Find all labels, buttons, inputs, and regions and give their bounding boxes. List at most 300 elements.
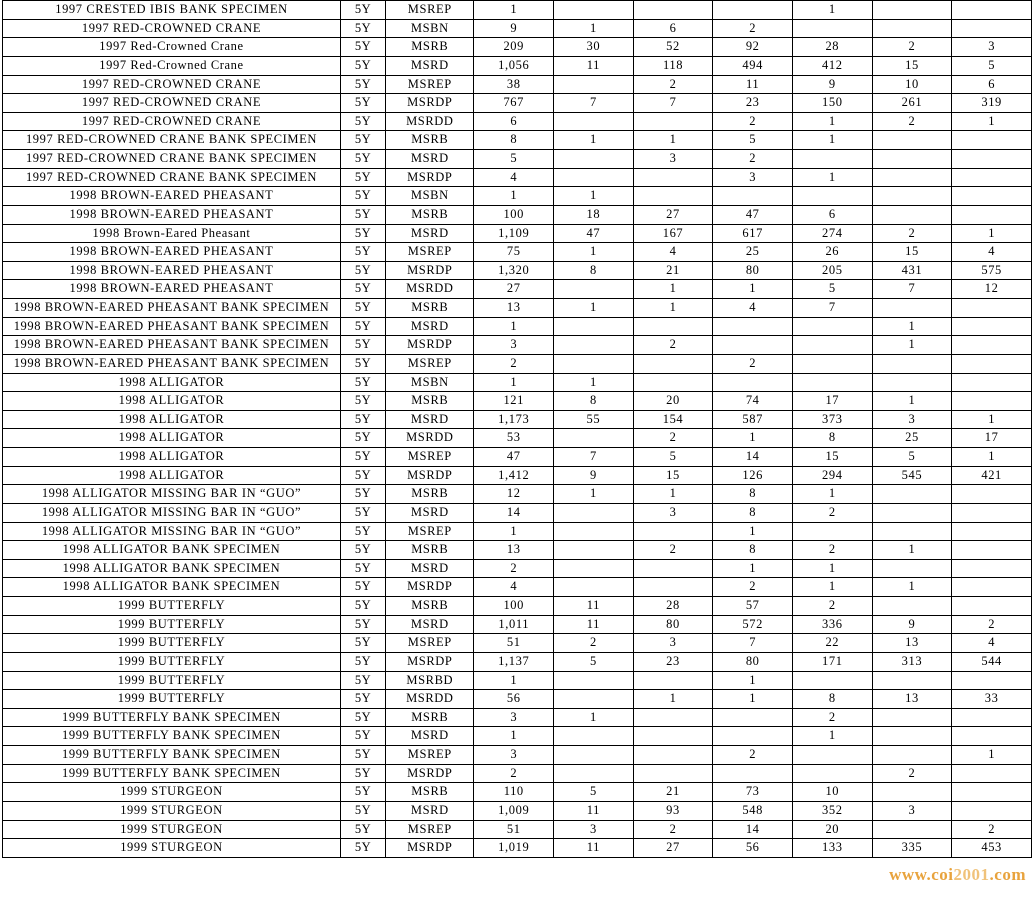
cell-v3: 2 — [633, 820, 713, 839]
table-row — [3, 243, 1032, 262]
cell-v1: 1 — [474, 671, 554, 690]
cell-v5: 28 — [792, 38, 872, 57]
cell-v3: 28 — [633, 597, 713, 616]
cell-v7 — [952, 764, 1032, 783]
cell-v4: 7 — [713, 634, 793, 653]
cell-v2 — [554, 317, 634, 336]
cell-v2: 1 — [554, 187, 634, 206]
cell-name: 1998 BROWN-EARED PHEASANT — [3, 205, 341, 224]
table-body — [3, 1, 1032, 858]
cell-v1: 1,412 — [474, 466, 554, 485]
cell-v7: 1 — [952, 112, 1032, 131]
cell-v5 — [792, 317, 872, 336]
cell-name: 1998 BROWN-EARED PHEASANT BANK SPECIMEN — [3, 299, 341, 318]
cell-name: 1998 BROWN-EARED PHEASANT BANK SPECIMEN — [3, 317, 341, 336]
cell-code: MSRDP — [386, 168, 474, 187]
cell-v3 — [633, 317, 713, 336]
cell-v2: 1 — [554, 708, 634, 727]
cell-grade: 5Y — [340, 578, 385, 597]
cell-code: MSRBD — [386, 671, 474, 690]
table-row — [3, 75, 1032, 94]
cell-v6 — [872, 820, 952, 839]
cell-name: 1997 RED-CROWNED CRANE — [3, 19, 341, 38]
cell-v2: 5 — [554, 783, 634, 802]
cell-v7: 4 — [952, 634, 1032, 653]
table-row — [3, 597, 1032, 616]
cell-name: 1997 RED-CROWNED CRANE — [3, 112, 341, 131]
cell-v6: 431 — [872, 261, 952, 280]
cell-name: 1998 ALLIGATOR — [3, 410, 341, 429]
cell-v7 — [952, 597, 1032, 616]
cell-v4: 1 — [713, 671, 793, 690]
table-row — [3, 168, 1032, 187]
cell-v1: 12 — [474, 485, 554, 504]
cell-v3: 3 — [633, 503, 713, 522]
cell-v1: 3 — [474, 746, 554, 765]
cell-v4: 1 — [713, 522, 793, 541]
cell-name: 1998 ALLIGATOR BANK SPECIMEN — [3, 578, 341, 597]
cell-v6: 15 — [872, 243, 952, 262]
cell-v4: 92 — [713, 38, 793, 57]
cell-grade: 5Y — [340, 615, 385, 634]
cell-v3: 2 — [633, 429, 713, 448]
cell-v5: 294 — [792, 466, 872, 485]
cell-v1: 1,109 — [474, 224, 554, 243]
cell-v4: 572 — [713, 615, 793, 634]
cell-v5 — [792, 187, 872, 206]
table-row — [3, 746, 1032, 765]
cell-v4 — [713, 727, 793, 746]
cell-v2 — [554, 112, 634, 131]
cell-v5 — [792, 671, 872, 690]
cell-v5: 7 — [792, 299, 872, 318]
cell-v5: 2 — [792, 597, 872, 616]
cell-v7 — [952, 801, 1032, 820]
cell-v1: 1,009 — [474, 801, 554, 820]
cell-v2 — [554, 746, 634, 765]
cell-v7: 17 — [952, 429, 1032, 448]
cell-v1: 14 — [474, 503, 554, 522]
cell-v1: 2 — [474, 559, 554, 578]
cell-name: 1998 BROWN-EARED PHEASANT BANK SPECIMEN — [3, 336, 341, 355]
table-row — [3, 410, 1032, 429]
cell-v2 — [554, 75, 634, 94]
table-row — [3, 671, 1032, 690]
cell-v2: 18 — [554, 205, 634, 224]
table-row — [3, 466, 1032, 485]
cell-v7: 1 — [952, 746, 1032, 765]
cell-v1: 100 — [474, 597, 554, 616]
cell-v6 — [872, 1, 952, 20]
cell-v6: 9 — [872, 615, 952, 634]
cell-v1: 1 — [474, 317, 554, 336]
cell-code: MSRDP — [386, 839, 474, 858]
table-row — [3, 150, 1032, 169]
cell-code: MSRB — [386, 708, 474, 727]
cell-v3: 4 — [633, 243, 713, 262]
cell-v6: 7 — [872, 280, 952, 299]
cell-v7 — [952, 336, 1032, 355]
cell-code: MSRB — [386, 392, 474, 411]
cell-v4: 11 — [713, 75, 793, 94]
cell-v3 — [633, 671, 713, 690]
cell-v6: 13 — [872, 634, 952, 653]
cell-grade: 5Y — [340, 75, 385, 94]
cell-grade: 5Y — [340, 94, 385, 113]
cell-v7: 2 — [952, 615, 1032, 634]
cell-v5: 10 — [792, 783, 872, 802]
cell-v3: 1 — [633, 485, 713, 504]
cell-v2: 11 — [554, 56, 634, 75]
cell-v3: 2 — [633, 336, 713, 355]
cell-v1: 53 — [474, 429, 554, 448]
cell-v1: 1 — [474, 187, 554, 206]
table-row — [3, 634, 1032, 653]
cell-v4: 25 — [713, 243, 793, 262]
cell-v2 — [554, 522, 634, 541]
cell-v5: 20 — [792, 820, 872, 839]
cell-v1: 1,320 — [474, 261, 554, 280]
cell-v6: 2 — [872, 764, 952, 783]
cell-v1: 47 — [474, 448, 554, 467]
cell-name: 1999 BUTTERFLY — [3, 615, 341, 634]
cell-v2: 2 — [554, 634, 634, 653]
cell-v2: 1 — [554, 485, 634, 504]
cell-v7 — [952, 150, 1032, 169]
cell-v2 — [554, 280, 634, 299]
table-row — [3, 727, 1032, 746]
cell-name: 1999 BUTTERFLY — [3, 597, 341, 616]
cell-v7 — [952, 485, 1032, 504]
cell-v6 — [872, 597, 952, 616]
cell-name: 1998 BROWN-EARED PHEASANT — [3, 280, 341, 299]
cell-v3: 7 — [633, 94, 713, 113]
cell-v7 — [952, 205, 1032, 224]
cell-v5: 150 — [792, 94, 872, 113]
cell-name: 1999 BUTTERFLY BANK SPECIMEN — [3, 708, 341, 727]
cell-name: 1997 RED-CROWNED CRANE BANK SPECIMEN — [3, 150, 341, 169]
table-row — [3, 19, 1032, 38]
cell-v3 — [633, 522, 713, 541]
table-row — [3, 373, 1032, 392]
cell-v4: 4 — [713, 299, 793, 318]
cell-v6: 3 — [872, 410, 952, 429]
cell-name: 1997 RED-CROWNED CRANE — [3, 75, 341, 94]
cell-grade: 5Y — [340, 597, 385, 616]
cell-v7: 575 — [952, 261, 1032, 280]
cell-v4 — [713, 336, 793, 355]
cell-code: MSRD — [386, 559, 474, 578]
cell-v6: 1 — [872, 336, 952, 355]
cell-v3: 3 — [633, 150, 713, 169]
cell-v4: 47 — [713, 205, 793, 224]
table-row — [3, 112, 1032, 131]
cell-v6: 3 — [872, 801, 952, 820]
cell-v4: 8 — [713, 541, 793, 560]
cell-v6 — [872, 150, 952, 169]
cell-v2 — [554, 1, 634, 20]
cell-v5: 1 — [792, 485, 872, 504]
cell-v2 — [554, 429, 634, 448]
cell-v7: 33 — [952, 690, 1032, 709]
cell-v1: 4 — [474, 578, 554, 597]
cell-grade: 5Y — [340, 150, 385, 169]
cell-v1: 1,137 — [474, 652, 554, 671]
cell-v2 — [554, 764, 634, 783]
cell-v4: 617 — [713, 224, 793, 243]
cell-grade: 5Y — [340, 261, 385, 280]
cell-v4 — [713, 764, 793, 783]
cell-v2: 11 — [554, 801, 634, 820]
cell-code: MSRDP — [386, 466, 474, 485]
cell-v1: 1 — [474, 373, 554, 392]
table-row — [3, 94, 1032, 113]
cell-v7 — [952, 354, 1032, 373]
cell-v2: 7 — [554, 94, 634, 113]
table-row — [3, 38, 1032, 57]
cell-grade: 5Y — [340, 429, 385, 448]
table-row — [3, 280, 1032, 299]
cell-v3: 1 — [633, 299, 713, 318]
cell-v6 — [872, 671, 952, 690]
cell-v6 — [872, 19, 952, 38]
table-row — [3, 559, 1032, 578]
cell-v2: 55 — [554, 410, 634, 429]
table-row — [3, 56, 1032, 75]
cell-name: 1999 BUTTERFLY BANK SPECIMEN — [3, 727, 341, 746]
cell-v1: 1,173 — [474, 410, 554, 429]
cell-v6: 313 — [872, 652, 952, 671]
cell-v5 — [792, 373, 872, 392]
table-row — [3, 839, 1032, 858]
cell-v1: 13 — [474, 541, 554, 560]
cell-grade: 5Y — [340, 783, 385, 802]
cell-v7 — [952, 299, 1032, 318]
cell-name: 1999 BUTTERFLY — [3, 634, 341, 653]
cell-v4: 56 — [713, 839, 793, 858]
cell-v3: 6 — [633, 19, 713, 38]
cell-code: MSRDP — [386, 764, 474, 783]
cell-code: MSREP — [386, 746, 474, 765]
cell-v5: 8 — [792, 690, 872, 709]
cell-v2: 5 — [554, 652, 634, 671]
cell-name: 1999 STURGEON — [3, 820, 341, 839]
cell-grade: 5Y — [340, 671, 385, 690]
cell-v4: 80 — [713, 261, 793, 280]
table-row — [3, 615, 1032, 634]
cell-code: MSRDP — [386, 261, 474, 280]
cell-v6 — [872, 187, 952, 206]
cell-v4: 14 — [713, 820, 793, 839]
cell-code: MSRB — [386, 205, 474, 224]
cell-v5: 17 — [792, 392, 872, 411]
cell-v3 — [633, 578, 713, 597]
cell-code: MSRD — [386, 317, 474, 336]
cell-v6: 261 — [872, 94, 952, 113]
cell-name: 1999 STURGEON — [3, 783, 341, 802]
cell-v7: 319 — [952, 94, 1032, 113]
cell-v1: 1 — [474, 522, 554, 541]
cell-code: MSREP — [386, 634, 474, 653]
cell-v5 — [792, 354, 872, 373]
cell-code: MSRD — [386, 224, 474, 243]
cell-v7 — [952, 392, 1032, 411]
cell-grade: 5Y — [340, 205, 385, 224]
cell-v1: 9 — [474, 19, 554, 38]
cell-v1: 3 — [474, 708, 554, 727]
cell-v7: 1 — [952, 448, 1032, 467]
cell-v7 — [952, 708, 1032, 727]
cell-v7: 1 — [952, 224, 1032, 243]
cell-v4: 494 — [713, 56, 793, 75]
cell-v1: 75 — [474, 243, 554, 262]
cell-v1: 100 — [474, 205, 554, 224]
cell-code: MSREP — [386, 448, 474, 467]
cell-v1: 27 — [474, 280, 554, 299]
cell-name: 1998 ALLIGATOR — [3, 429, 341, 448]
table-row — [3, 1, 1032, 20]
table-row — [3, 708, 1032, 727]
cell-v3: 20 — [633, 392, 713, 411]
cell-v6: 1 — [872, 392, 952, 411]
cell-v4: 73 — [713, 783, 793, 802]
cell-code: MSRB — [386, 485, 474, 504]
cell-grade: 5Y — [340, 559, 385, 578]
cell-name: 1998 ALLIGATOR MISSING BAR IN “GUO” — [3, 522, 341, 541]
cell-grade: 5Y — [340, 839, 385, 858]
cell-name: 1999 BUTTERFLY — [3, 671, 341, 690]
cell-code: MSRB — [386, 783, 474, 802]
watermark — [889, 865, 1026, 885]
cell-grade: 5Y — [340, 243, 385, 262]
cell-v7: 6 — [952, 75, 1032, 94]
cell-v5: 1 — [792, 727, 872, 746]
cell-v4: 1 — [713, 690, 793, 709]
table-row — [3, 429, 1032, 448]
cell-code: MSRD — [386, 56, 474, 75]
cell-v4 — [713, 708, 793, 727]
table-row — [3, 485, 1032, 504]
cell-v7: 544 — [952, 652, 1032, 671]
cell-v1: 8 — [474, 131, 554, 150]
cell-grade: 5Y — [340, 708, 385, 727]
cell-v5 — [792, 746, 872, 765]
cell-v3: 27 — [633, 205, 713, 224]
cell-v3 — [633, 1, 713, 20]
cell-v5 — [792, 19, 872, 38]
cell-v4: 5 — [713, 131, 793, 150]
cell-v5: 1 — [792, 578, 872, 597]
cell-v7 — [952, 131, 1032, 150]
cell-grade: 5Y — [340, 280, 385, 299]
cell-v2 — [554, 559, 634, 578]
cell-v3: 93 — [633, 801, 713, 820]
cell-v5 — [792, 522, 872, 541]
cell-name: 1999 BUTTERFLY — [3, 652, 341, 671]
cell-v4: 8 — [713, 485, 793, 504]
cell-v5: 171 — [792, 652, 872, 671]
cell-v6 — [872, 299, 952, 318]
cell-v7: 453 — [952, 839, 1032, 858]
table-row — [3, 224, 1032, 243]
table-row — [3, 448, 1032, 467]
cell-v6 — [872, 559, 952, 578]
cell-v2: 1 — [554, 19, 634, 38]
cell-v4: 2 — [713, 578, 793, 597]
cell-v6: 15 — [872, 56, 952, 75]
cell-grade: 5Y — [340, 764, 385, 783]
table-row — [3, 522, 1032, 541]
cell-v3: 2 — [633, 541, 713, 560]
cell-v4: 2 — [713, 112, 793, 131]
cell-v1: 51 — [474, 820, 554, 839]
cell-name: 1999 STURGEON — [3, 801, 341, 820]
cell-v1: 2 — [474, 354, 554, 373]
cell-v7: 3 — [952, 38, 1032, 57]
cell-grade: 5Y — [340, 801, 385, 820]
cell-v5 — [792, 150, 872, 169]
cell-v4: 74 — [713, 392, 793, 411]
cell-code: MSRD — [386, 615, 474, 634]
cell-v6: 545 — [872, 466, 952, 485]
cell-v5: 5 — [792, 280, 872, 299]
cell-v2 — [554, 541, 634, 560]
cell-v2 — [554, 168, 634, 187]
cell-v2: 1 — [554, 299, 634, 318]
cell-v3: 21 — [633, 261, 713, 280]
cell-v7: 1 — [952, 410, 1032, 429]
cell-grade: 5Y — [340, 485, 385, 504]
cell-name: 1998 ALLIGATOR MISSING BAR IN “GUO” — [3, 485, 341, 504]
cell-v2: 8 — [554, 261, 634, 280]
cell-v1: 1 — [474, 1, 554, 20]
cell-v4: 2 — [713, 746, 793, 765]
cell-v5: 205 — [792, 261, 872, 280]
cell-v1: 110 — [474, 783, 554, 802]
cell-grade: 5Y — [340, 336, 385, 355]
cell-code: MSRD — [386, 727, 474, 746]
cell-v7 — [952, 541, 1032, 560]
cell-v4 — [713, 373, 793, 392]
cell-v4: 2 — [713, 354, 793, 373]
cell-name: 1998 BROWN-EARED PHEASANT BANK SPECIMEN — [3, 354, 341, 373]
cell-name: 1997 Red-Crowned Crane — [3, 38, 341, 57]
cell-v5: 1 — [792, 131, 872, 150]
cell-v1: 2 — [474, 764, 554, 783]
cell-code: MSREP — [386, 522, 474, 541]
table-row — [3, 317, 1032, 336]
cell-v7 — [952, 503, 1032, 522]
cell-name: 1998 ALLIGATOR — [3, 466, 341, 485]
cell-v7: 421 — [952, 466, 1032, 485]
cell-code: MSRB — [386, 38, 474, 57]
cell-v3: 1 — [633, 280, 713, 299]
cell-code: MSRB — [386, 131, 474, 150]
cell-grade: 5Y — [340, 187, 385, 206]
cell-code: MSREP — [386, 243, 474, 262]
cell-v3 — [633, 727, 713, 746]
cell-v5: 2 — [792, 503, 872, 522]
cell-v7 — [952, 727, 1032, 746]
cell-v1: 1,019 — [474, 839, 554, 858]
cell-name: 1998 ALLIGATOR MISSING BAR IN “GUO” — [3, 503, 341, 522]
cell-grade: 5Y — [340, 38, 385, 57]
cell-v7: 2 — [952, 820, 1032, 839]
cell-v1: 1,011 — [474, 615, 554, 634]
table-row — [3, 392, 1032, 411]
cell-v1: 3 — [474, 336, 554, 355]
cell-code: MSRDD — [386, 112, 474, 131]
